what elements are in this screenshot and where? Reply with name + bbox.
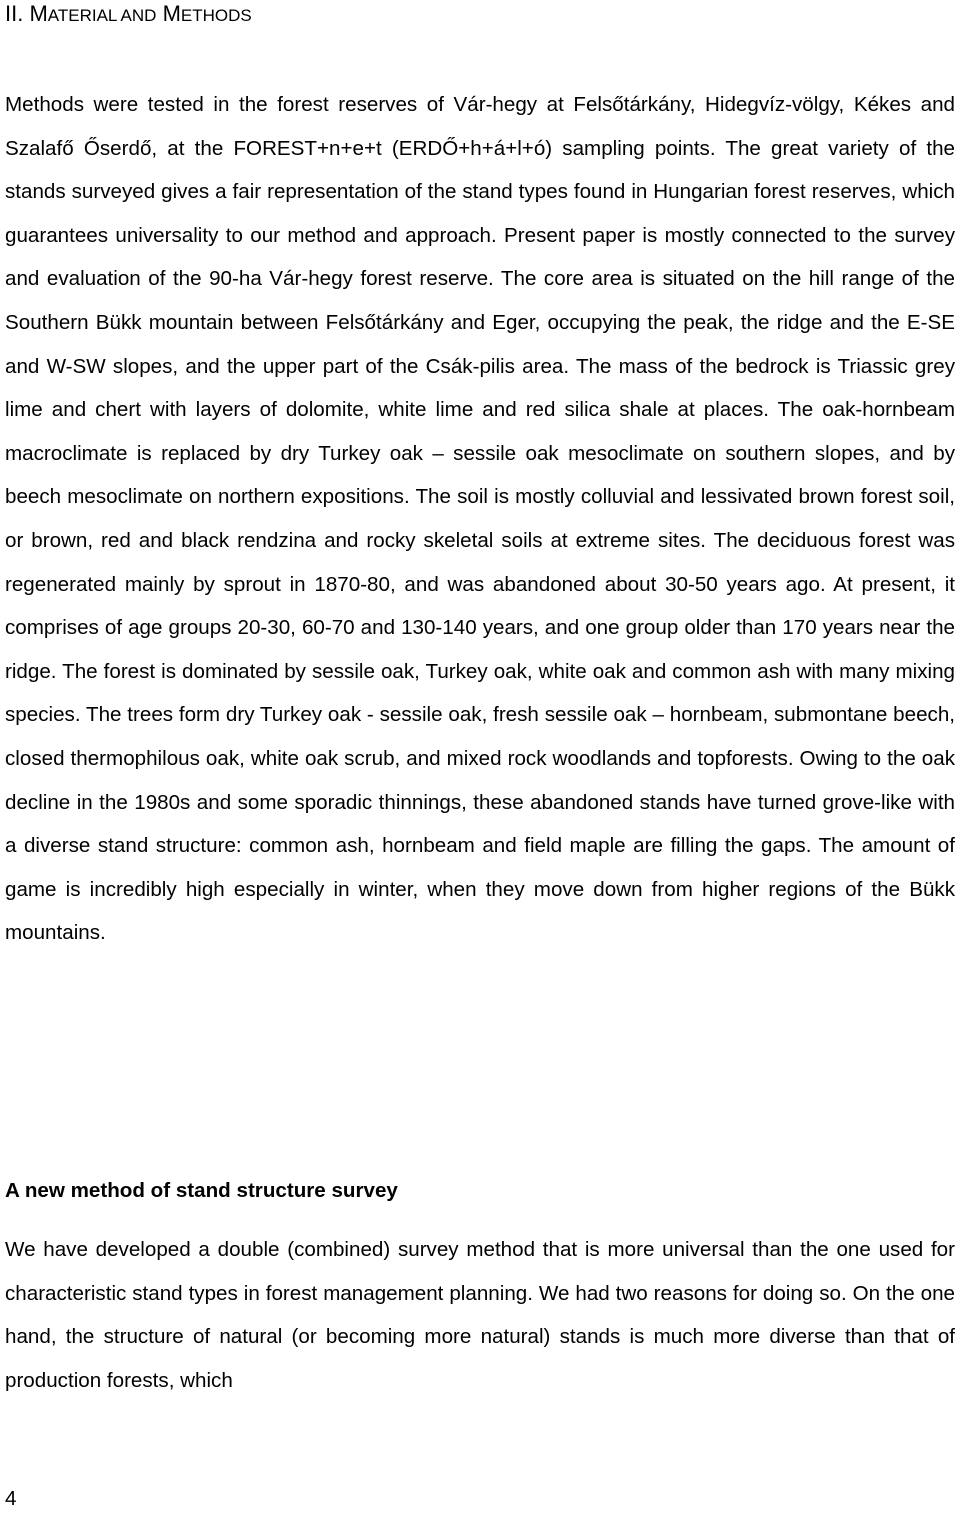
section-number: II.	[5, 1, 24, 26]
page-number: 4	[5, 1487, 17, 1510]
body-paragraph-site-description: Methods were tested in the forest reserves of Vár-hegy at Felsőtárkány, Hidegvíz-völgy, Kékes and Szalafő Őserdő, at the FOREST+n+e+t (ERDŐ+h+á+l+ó) sampling points. The great variety of the stands surveyed gives a fair representation of the stand types found in Hungarian forest reserves, which guarantees universality to our method and approach. Present paper is mostly connected to the survey and evaluation of the 90-ha Vár-hegy forest reserve. The core area is situated on the hill range of the Southern Bükk mountain between Felsőtárkány and Eger, occupying the peak, the ridge and the E-SE and W-SW slopes, and the upper part of the Csák-pilis area. The mass of the bedrock is Triassic grey lime and chert with layers of dolomite, white lime and red silica shale at places. The oak-hornbeam macroclimate is replaced by dry Turkey oak – sessile oak mesoclimate on southern slopes, and by beech mesoclimate on northern expositions. The soil is mostly colluvial and lessivated brown forest soil, or brown, red and black rendzina and rocky skeletal soils at extreme sites. The deciduous forest was regenerated mainly by sprout in 1870-80, and was abandoned about 30-50 years ago. At present, it comprises of age groups 20-30, 60-70 and 130-140 years, and one group older than 170 years near the ridge. The forest is dominated by sessile oak, Turkey oak, white oak and common ash with many mixing species. The trees form dry Turkey oak - sessile oak, fresh sessile oak – hornbeam, submontane beech, closed thermophilous oak, white oak scrub, and mixed rock woodlands and topforests. Owing to the oak decline in the 1980s and some sporadic thinnings, these abandoned stands have turned grove-like with a diverse stand structure: common ash, hornbeam and field maple are filling the gaps. The amount of game is incredibly high especially in winter, when they move down from higher regions of the Bükk mountains.	[5, 93, 955, 945]
section-title-part-1: ATERIAL AND	[47, 6, 157, 25]
subsection-heading: A new method of stand structure survey	[5, 1179, 398, 1202]
section-heading	[5, 0, 252, 30]
section-title-initial-2: M	[162, 1, 181, 26]
body-paragraph-survey-method: We have developed a double (combined) survey method that is more universal than the one used for characteristic stand types in forest management planning. We had two reasons for doing so. On the one hand, the structure of natural (or becoming more natural) stands is much more diverse than that of production forests, which	[5, 1238, 955, 1392]
section-title-initial: M	[29, 1, 48, 26]
section-title-part-2: ETHODS	[180, 6, 252, 25]
